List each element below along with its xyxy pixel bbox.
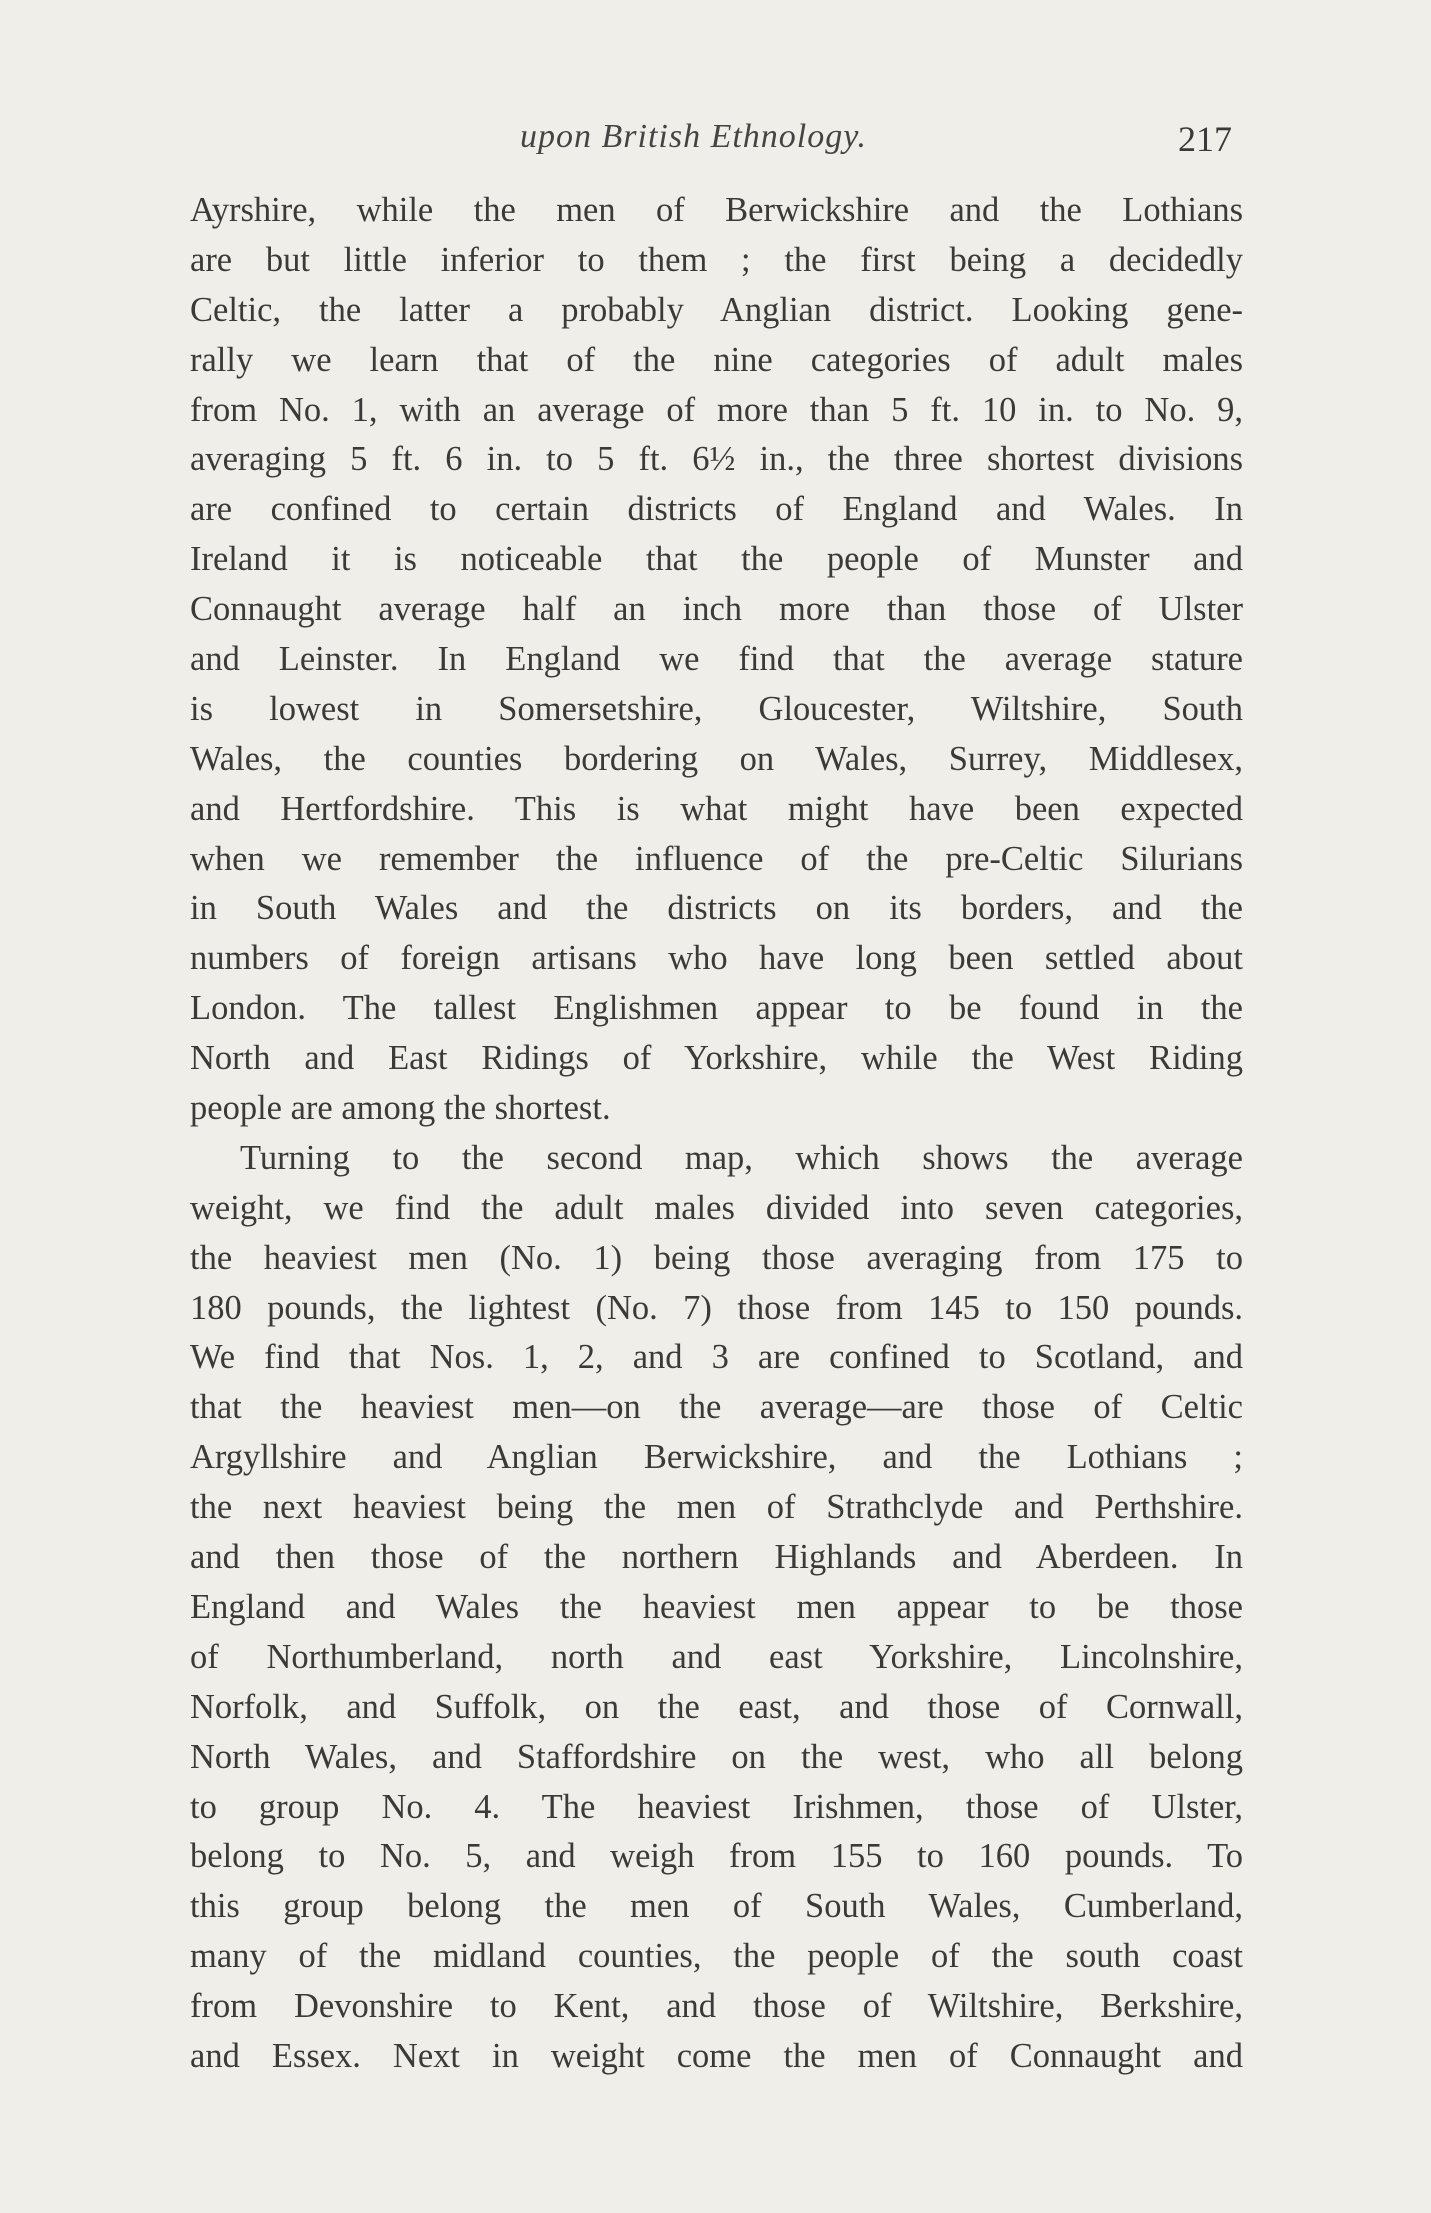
- text-line: that the heaviest men—on the average—are those of Celtic: [190, 1388, 1243, 1427]
- text-line: and Hertfordshire. This is what might have been expected: [190, 789, 1243, 828]
- text-line: in South Wales and the districts on its borders, and the: [190, 889, 1243, 928]
- text-line: Celtic, the latter a probably Anglian district. Looking gene-: [190, 290, 1243, 329]
- text-line: from Devonshire to Kent, and those of Wiltshire, Berkshire,: [190, 1987, 1243, 2026]
- text-line: this group belong the men of South Wales, Cumberland,: [190, 1887, 1243, 1926]
- text-line: London. The tallest Englishmen appear to be found in the: [190, 989, 1243, 1028]
- text-line: belong to No. 5, and weigh from 155 to 160 pounds. To: [190, 1837, 1243, 1876]
- text-line: Connaught average half an inch more than those of Ulster: [190, 590, 1243, 629]
- text-line: 180 pounds, the lightest (No. 7) those from 145 to 150 pounds.: [190, 1288, 1243, 1327]
- text-line: Argyllshire and Anglian Berwickshire, and the Lothians ;: [190, 1438, 1243, 1477]
- text-line: averaging 5 ft. 6 in. to 5 ft. 6½ in., the three shortest divisions: [190, 440, 1243, 479]
- text-line: Wales, the counties bordering on Wales, Surrey, Middlesex,: [190, 739, 1243, 778]
- text-line: England and Wales the heaviest men appear to be those: [190, 1587, 1243, 1626]
- text-line: North and East Ridings of Yorkshire, while the West Riding: [190, 1039, 1243, 1078]
- page-header: [190, 118, 1240, 166]
- paragraph-start-line: Turning to the second map, which shows the average: [240, 1138, 1243, 1177]
- text-line: We find that Nos. 1, 2, and 3 are confined to Scotland, and: [190, 1338, 1243, 1377]
- text-line: the next heaviest being the men of Strathclyde and Perthshire.: [190, 1488, 1243, 1527]
- text-line: Norfolk, and Suffolk, on the east, and those of Cornwall,: [190, 1687, 1243, 1726]
- text-line: Ayrshire, while the men of Berwickshire and the Lothians: [190, 191, 1243, 229]
- text-line: when we remember the influence of the pre-Celtic Silurians: [190, 839, 1243, 878]
- text-line: Ireland it is noticeable that the people of Munster and: [190, 540, 1243, 579]
- text-line: are confined to certain districts of England and Wales. In: [190, 490, 1243, 529]
- text-line: and then those of the northern Highlands and Aberdeen. In: [190, 1538, 1243, 1577]
- text-line: rally we learn that of the nine categories of adult males: [190, 340, 1243, 379]
- text-line: from No. 1, with an average of more than 5 ft. 10 in. to No. 9,: [190, 390, 1243, 429]
- text-line: North Wales, and Staffordshire on the west, who all belong: [190, 1737, 1243, 1776]
- page-number: 217: [1178, 119, 1232, 159]
- running-title: upon British Ethnology.: [520, 118, 867, 155]
- text-line: and Essex. Next in weight come the men of Connaught and: [190, 2036, 1243, 2075]
- text-line: the heaviest men (No. 1) being those averaging from 175 to: [190, 1238, 1243, 1277]
- text-line: of Northumberland, north and east Yorkshire, Lincolnshire,: [190, 1637, 1243, 1676]
- text-line: many of the midland counties, the people of the south coast: [190, 1937, 1243, 1976]
- text-line: weight, we find the adult males divided into seven categories,: [190, 1188, 1243, 1227]
- text-line: is lowest in Somersetshire, Gloucester, Wiltshire, South: [190, 689, 1243, 728]
- paragraph-end-line: people are among the shortest.: [190, 1089, 611, 1128]
- text-line: to group No. 4. The heaviest Irishmen, those of Ulster,: [190, 1787, 1243, 1826]
- text-line: are but little inferior to them ; the first being a decidedly: [190, 240, 1243, 279]
- text-line: numbers of foreign artisans who have long been settled about: [190, 939, 1243, 978]
- body-text: [190, 186, 1243, 2082]
- text-line: and Leinster. In England we find that the average stature: [190, 640, 1243, 679]
